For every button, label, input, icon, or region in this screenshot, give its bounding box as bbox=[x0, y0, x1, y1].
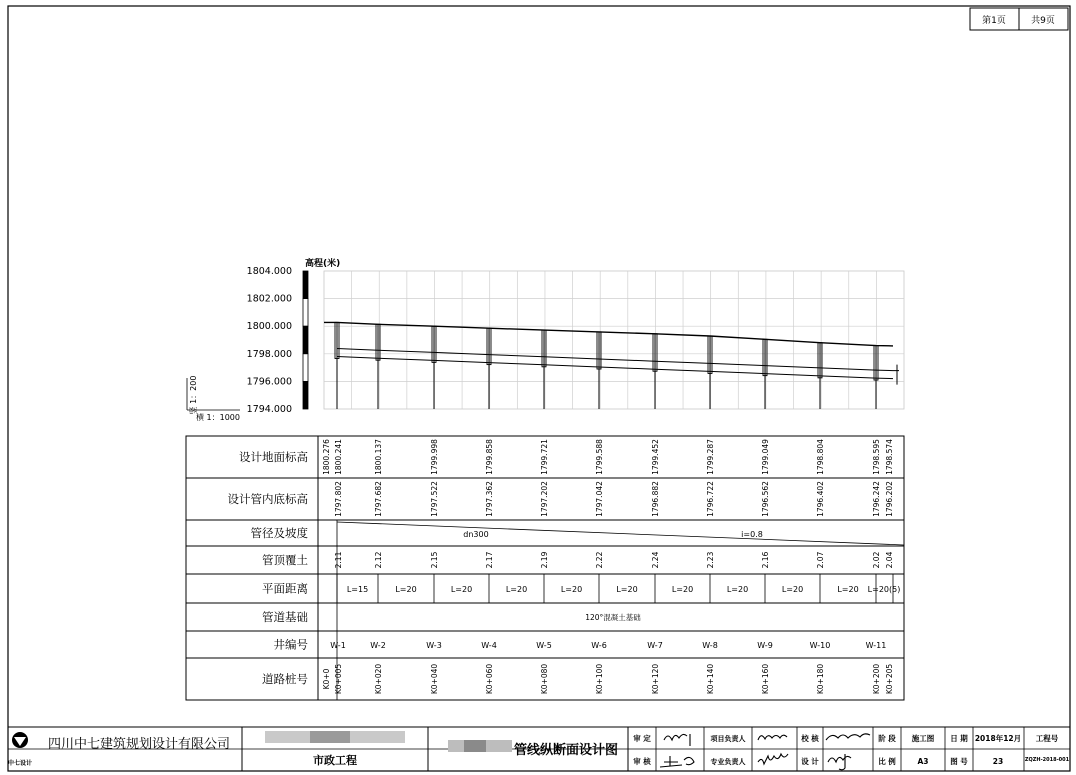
table-row-label: 道路桩号 bbox=[262, 672, 308, 686]
station-value: K0+100 bbox=[595, 663, 604, 695]
invert-elevation-value: 1797.682 bbox=[374, 481, 383, 517]
cover-depth-value: 2.22 bbox=[595, 551, 604, 569]
project-lead-label: 项目负责人 bbox=[710, 735, 746, 743]
distance-value: L=20 bbox=[450, 585, 473, 594]
invert-elevation-value: 1797.042 bbox=[595, 481, 604, 517]
stage-label: 阶 段 bbox=[878, 734, 896, 743]
invert-elevation-value: 1797.802 bbox=[334, 481, 343, 517]
table-row-label: 设计管内底标高 bbox=[227, 492, 308, 506]
elevation-tick-label: 1800.000 bbox=[246, 321, 292, 333]
review-label: 审 定 bbox=[633, 734, 651, 743]
ground-elevation-value: 1799.588 bbox=[595, 439, 604, 475]
vertical-scale-label: 竖 1：200 bbox=[189, 375, 198, 415]
cover-depth-value: 2.23 bbox=[706, 551, 715, 569]
well-number: W-6 bbox=[591, 641, 607, 650]
company-logo bbox=[8, 732, 32, 767]
station-value: K0+120 bbox=[651, 663, 660, 695]
signature-project-lead bbox=[758, 735, 787, 740]
logo-text: 中七设计 bbox=[7, 760, 33, 767]
ground-elevation-value: 1799.287 bbox=[706, 439, 715, 475]
drawing-title: 管线纵断面设计图 bbox=[513, 743, 619, 758]
table-row-label: 设计地面标高 bbox=[239, 450, 308, 464]
invert-elevation-value: 1796.882 bbox=[651, 481, 660, 517]
station-value: K0+060 bbox=[485, 663, 494, 695]
sheet-total: 共9页 bbox=[1031, 16, 1055, 26]
profile-plot bbox=[187, 257, 904, 422]
distance-value: L=20 bbox=[781, 585, 804, 594]
well-number: W-9 bbox=[757, 641, 773, 650]
ground-elevation-value: 1799.721 bbox=[540, 439, 549, 475]
well-number: W-7 bbox=[647, 641, 663, 650]
cover-depth-value: 2.07 bbox=[816, 551, 825, 569]
well-number: W-10 bbox=[809, 641, 831, 650]
horizontal-scale-label: 横 1：1000 bbox=[196, 413, 240, 422]
ground-elevation-value: 1799.049 bbox=[761, 439, 770, 475]
signatures bbox=[660, 734, 870, 770]
cover-depth-value: 2.02 bbox=[872, 551, 881, 569]
drawing-no-label: 图 号 bbox=[950, 757, 968, 766]
cover-depth-value: 2.15 bbox=[430, 551, 439, 569]
scale-bar-segment bbox=[303, 354, 308, 382]
scale-note bbox=[187, 376, 240, 422]
project-no-label: 工程号 bbox=[1035, 734, 1059, 743]
invert-elevation-value: 1797.202 bbox=[540, 481, 549, 517]
sheet-current: 第1页 bbox=[982, 16, 1006, 26]
company-name: 四川中七建筑规划设计有限公司 bbox=[48, 737, 231, 752]
sheet-counter bbox=[970, 8, 1068, 30]
distance-value: L=15 bbox=[346, 585, 369, 594]
ground-elevation-value: 1800.276 bbox=[322, 439, 331, 475]
distance-value: L=20(5) bbox=[867, 585, 901, 594]
table-row-label: 管顶覆土 bbox=[262, 553, 308, 567]
profile-grid bbox=[324, 271, 904, 409]
cover-depth-value: 2.17 bbox=[485, 551, 494, 569]
table-row-values bbox=[322, 439, 904, 694]
distance-value: L=20 bbox=[837, 585, 859, 594]
cover-depth-value: 2.11 bbox=[334, 551, 343, 569]
signature-discipline-lead bbox=[758, 754, 788, 764]
station-value: K0+200 bbox=[872, 663, 881, 695]
project-type: 市政工程 bbox=[313, 754, 357, 767]
station-value: K0+140 bbox=[706, 663, 715, 695]
cover-depth-value: 2.04 bbox=[885, 551, 894, 569]
station-value: K0+020 bbox=[374, 663, 383, 695]
scale-bar-segment bbox=[303, 299, 308, 327]
ground-elevation-value: 1798.804 bbox=[816, 439, 825, 475]
distance-value: L=20 bbox=[560, 585, 583, 594]
well-number: W-3 bbox=[426, 641, 442, 650]
elevation-tick-label: 1794.000 bbox=[246, 404, 292, 415]
verify-label: 校 核 bbox=[801, 734, 819, 743]
elevation-tick-labels bbox=[247, 266, 292, 415]
slope-diagonal bbox=[337, 522, 904, 545]
ground-elevation-value: 1800.137 bbox=[374, 439, 383, 475]
signature-approver bbox=[664, 734, 690, 746]
invert-elevation-value: 1796.202 bbox=[885, 481, 894, 517]
well-number: W-11 bbox=[865, 641, 887, 650]
station-value: K0+0 bbox=[322, 668, 331, 690]
scale-bar-segment bbox=[303, 326, 308, 354]
well-number: W-1 bbox=[330, 641, 346, 650]
ground-elevation-value: 1800.241 bbox=[334, 439, 343, 475]
station-value: K0+180 bbox=[816, 663, 825, 695]
table-row-labels bbox=[228, 450, 309, 686]
table-row-label: 管道基础 bbox=[262, 610, 308, 624]
distance-value: L=20 bbox=[505, 585, 528, 594]
foundation-label: 120°混凝土基础 bbox=[585, 613, 641, 622]
scale-label: 比 例 bbox=[878, 757, 896, 766]
pipe-diameter-label: dn300 bbox=[463, 530, 489, 539]
sheet-border bbox=[8, 6, 1070, 771]
elevation-tick-label: 1804.000 bbox=[246, 266, 292, 277]
invert-elevation-value: 1796.402 bbox=[816, 481, 825, 517]
elevation-tick-label: 1796.000 bbox=[246, 376, 292, 388]
pipe-structures bbox=[324, 322, 899, 409]
pipe-slope-label: i=0.8 bbox=[741, 530, 763, 539]
invert-elevation-value: 1796.562 bbox=[761, 481, 770, 517]
cover-depth-value: 2.12 bbox=[374, 551, 383, 569]
invert-elevation-value: 1796.242 bbox=[872, 481, 881, 517]
table-row-label: 管径及坡度 bbox=[250, 526, 308, 540]
invert-elevation-value: 1797.362 bbox=[485, 481, 494, 517]
ground-elevation-value: 1798.595 bbox=[872, 439, 881, 475]
stage-value: 施工图 bbox=[911, 734, 935, 743]
signature-checker bbox=[660, 756, 694, 767]
distance-value: L=20 bbox=[395, 585, 417, 594]
well-number: W-5 bbox=[536, 641, 552, 650]
grid-frame bbox=[324, 271, 904, 409]
elevation-tick-label: 1802.000 bbox=[246, 293, 292, 305]
cover-depth-value: 2.19 bbox=[540, 551, 549, 569]
distance-value: L=20 bbox=[616, 585, 638, 594]
well-number: W-4 bbox=[481, 641, 497, 650]
elevation-axis-title: 高程(米) bbox=[305, 259, 341, 269]
station-value: K0+205 bbox=[885, 663, 894, 695]
cover-depth-value: 2.16 bbox=[761, 551, 770, 569]
well-number: W-8 bbox=[702, 641, 718, 650]
distance-value: L=20 bbox=[726, 585, 749, 594]
station-value: K0+005 bbox=[334, 663, 343, 695]
date-label: 日 期 bbox=[950, 734, 968, 743]
project-no-value: ZQZH-2018-001 bbox=[1024, 757, 1070, 763]
signature-designer bbox=[828, 754, 851, 770]
scale-value: A3 bbox=[917, 757, 929, 766]
well-number: W-2 bbox=[370, 641, 386, 650]
elevation-scale-bar bbox=[303, 271, 308, 409]
invert-elevation-value: 1796.722 bbox=[706, 481, 715, 517]
elevation-tick-label: 1798.000 bbox=[246, 348, 292, 360]
ground-elevation-value: 1799.452 bbox=[651, 439, 660, 475]
station-value: K0+080 bbox=[540, 663, 549, 695]
distance-value: L=20 bbox=[671, 585, 694, 594]
station-value: K0+040 bbox=[430, 663, 439, 695]
discipline-lead-label: 专业负责人 bbox=[710, 758, 746, 766]
title-block bbox=[8, 727, 1070, 771]
table-row-label: 井编号 bbox=[273, 637, 308, 652]
scale-bar-segment bbox=[303, 271, 308, 299]
scale-bar-segment bbox=[303, 381, 308, 409]
cover-depth-value: 2.24 bbox=[651, 551, 660, 569]
ground-elevation-value: 1799.998 bbox=[430, 439, 439, 475]
profile-data-table bbox=[186, 436, 904, 700]
drawing-no-value: 23 bbox=[992, 757, 1004, 766]
signature-verifier bbox=[826, 734, 870, 740]
design-label: 设 计 bbox=[801, 757, 819, 766]
ground-elevation-value: 1799.858 bbox=[485, 439, 494, 475]
date-value: 2018年12月 bbox=[974, 734, 1022, 743]
invert-elevation-value: 1797.522 bbox=[430, 481, 439, 517]
station-value: K0+160 bbox=[761, 663, 770, 695]
ground-elevation-value: 1798.574 bbox=[885, 439, 894, 475]
table-row-label: 平面距离 bbox=[262, 581, 308, 596]
check-label: 审 核 bbox=[633, 757, 651, 766]
